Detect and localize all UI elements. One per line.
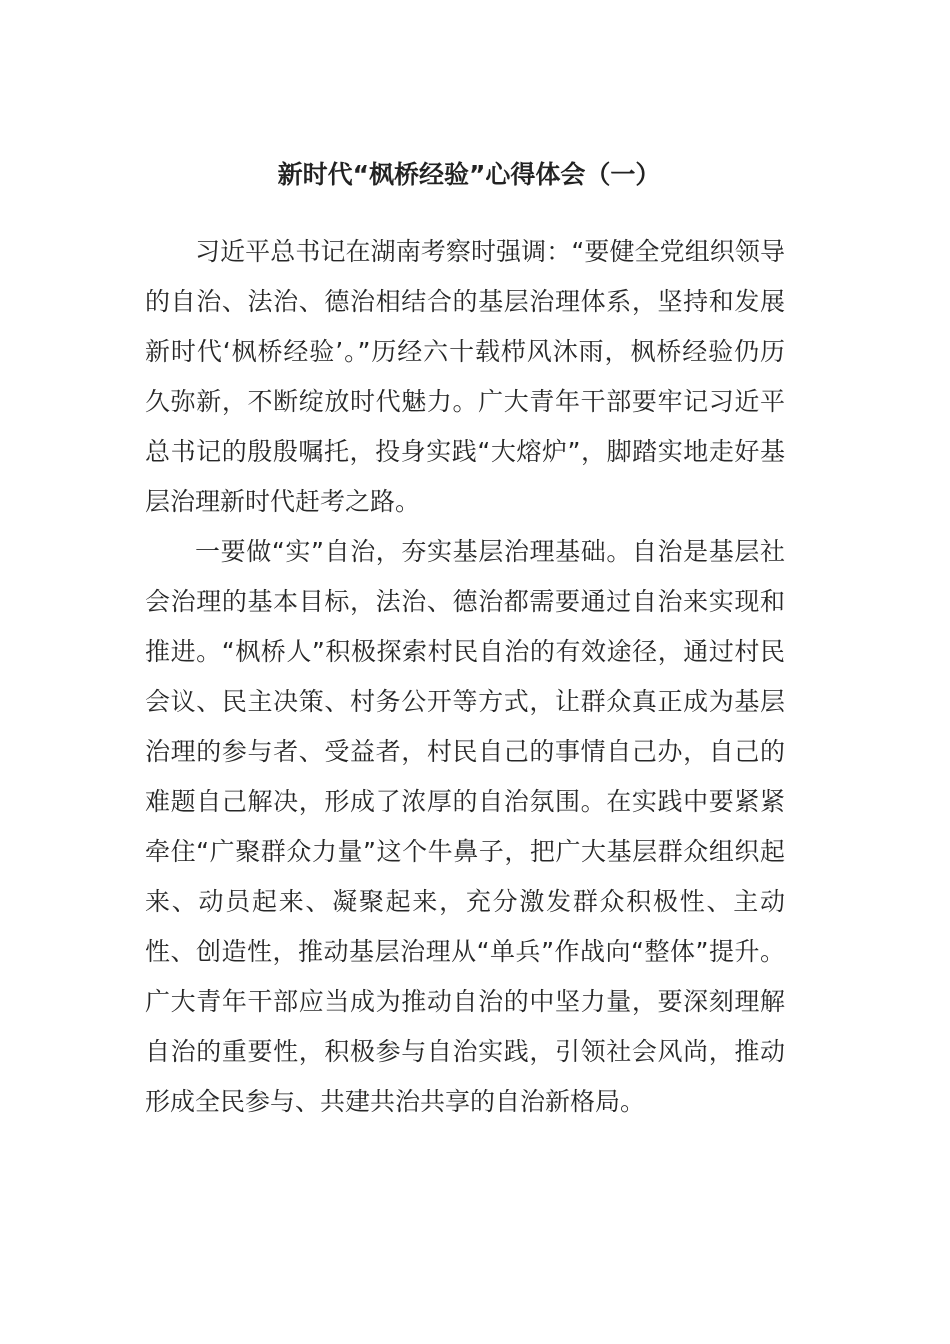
document-title: 新时代“枫桥经验”心得体会（一）: [277, 160, 661, 189]
paragraph-intro: 习近平总书记在湖南考察时强调：“要健全党组织领导的自治、法治、德治相结合的基层治理体系，坚持和发展新时代‘枫桥经验’。”历经六十载栉风沐雨，枫桥经验仍历久弥新，不断绽放时代魅力。广大青年干部要牢记习近平总书记的殷殷嘱托，投身实践“大熔炉”，脚踏实地走好基层治理新时代赶考之路。: [145, 237, 785, 516]
paragraph-self-governance: 一要做“实”自治，夯实基层治理基础。自治是基层社会治理的基本目标，法治、德治都需要通过自治来实现和推进。“枫桥人”积极探索村民自治的有效途径，通过村民会议、民主决策、村务公开等方式，让群众真正成为基层治理的参与者、受益者，村民自己的事情自己办，自己的难题自己解决，形成了浓厚的自治氛围。在实践中要紧紧牵住“广聚群众力量”这个牛鼻子，把广大基层群众组织起来、动员起来、凝聚起来，充分激发群众积极性、主动性、创造性，推动基层治理从“单兵”作战向“整体”提升。广大青年干部应当成为推动自治的中坚力量，要深刻理解自治的重要性，积极参与自治实践，引领社会风尚，推动形成全民参与、共建共治共享的自治新格局。: [145, 537, 785, 1116]
document-body: [145, 227, 785, 1127]
